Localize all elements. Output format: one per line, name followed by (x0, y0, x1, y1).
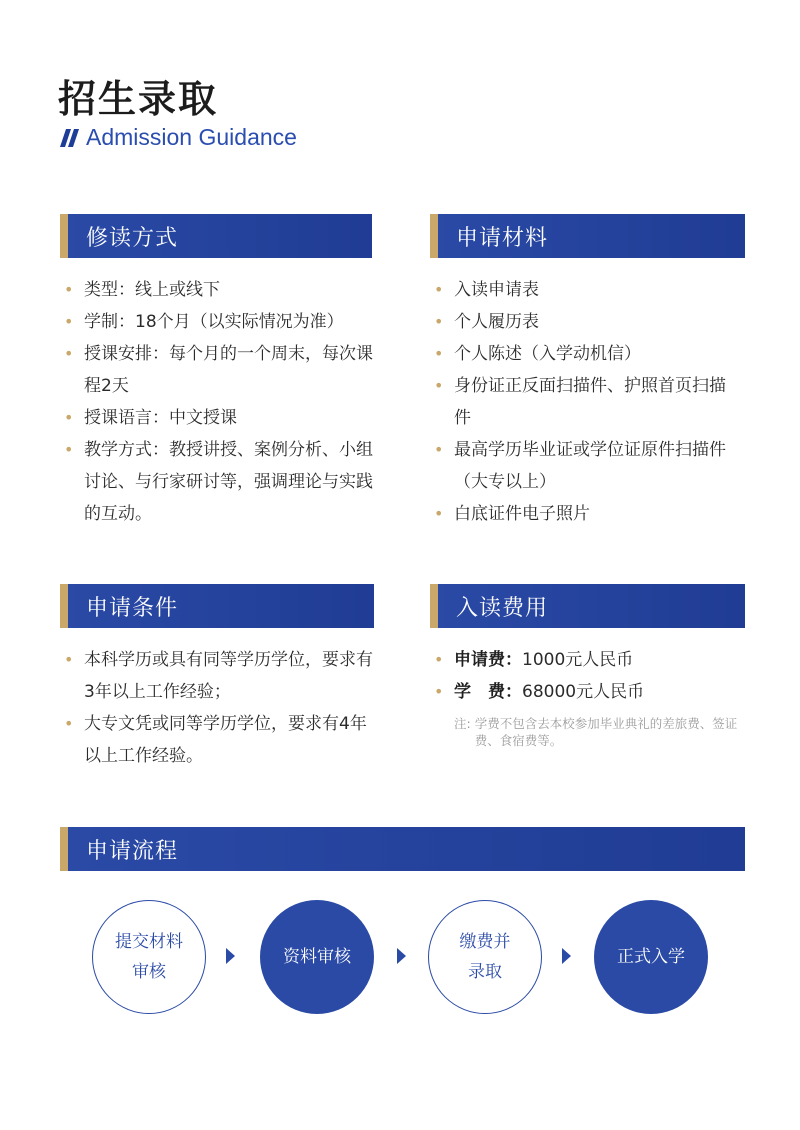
fee-label: • 申请费： (454, 650, 522, 670)
list-item: • 教学方式：教授讲授、案例分析、小组讨论、与行家研讨等，强调理论与实践的互动。 (62, 434, 374, 530)
fee-label: • 学 费： (454, 682, 522, 702)
list-item: • 本科学历或具有同等学历学位，要求有3年以上工作经验； (62, 644, 374, 708)
note-text: 学费不包含去本校参加毕业典礼的差旅费、签证费、食宿费等。 (474, 716, 738, 748)
subtitle-text: Admission Guidance (86, 124, 297, 150)
requirements-list (62, 644, 374, 772)
section-header-fees (430, 584, 745, 628)
gold-accent (60, 214, 68, 258)
section-title: 申请流程 (86, 838, 179, 864)
note-prefix: 注: (454, 716, 471, 731)
list-item: • 大专文凭或同等学历学位，要求有4年以上工作经验。 (62, 708, 374, 772)
process-step-4 (594, 900, 708, 1014)
process-step-2 (260, 900, 374, 1014)
list-item: • 白底证件电子照片 (432, 498, 742, 530)
gold-accent (430, 584, 438, 628)
list-item: • 最高学历毕业证或学位证原件扫描件（大专以上） (432, 434, 742, 498)
list-item: • 类型：线上或线下 (62, 274, 374, 306)
gold-accent (60, 584, 68, 628)
fee-value: 68000元人民币 (522, 682, 645, 702)
section-header-process (60, 827, 745, 871)
process-step-3 (428, 900, 542, 1014)
fee-note (454, 715, 754, 749)
process-flow (0, 900, 800, 1020)
materials-list (432, 274, 742, 530)
list-item: • 授课语言：中文授课 (62, 402, 374, 434)
gold-accent (430, 214, 438, 258)
section-header-requirements (60, 584, 374, 628)
arrow-right-icon (397, 948, 406, 964)
study-mode-list (62, 274, 374, 530)
section-title: 申请材料 (456, 225, 549, 251)
double-slash-icon (60, 129, 80, 147)
section-title: 入读费用 (456, 595, 549, 621)
list-item: • 个人陈述（入学动机信） (432, 338, 742, 370)
fee-row-application (432, 644, 744, 676)
section-title: 修读方式 (86, 225, 179, 251)
step-label: 正式入学 (617, 947, 685, 967)
step-label: 资料审核 (283, 947, 351, 967)
list-item: • 学制：18个月（以实际情况为准） (62, 306, 374, 338)
page-subtitle (60, 124, 297, 151)
arrow-right-icon (226, 948, 235, 964)
list-item: • 入读申请表 (432, 274, 742, 306)
fee-value: 1000元人民币 (522, 650, 634, 670)
section-title: 申请条件 (86, 595, 179, 621)
gold-accent (60, 827, 68, 871)
step-label: 缴费并录取 (459, 932, 511, 982)
section-header-materials (430, 214, 745, 258)
section-header-study-mode (60, 214, 372, 258)
fees-list (432, 644, 744, 708)
step-label: 提交材料审核 (115, 932, 183, 982)
page-title: 招生录取 (58, 77, 219, 121)
list-item: • 个人履历表 (432, 306, 742, 338)
list-item: • 身份证正反面扫描件、护照首页扫描件 (432, 370, 742, 434)
arrow-right-icon (562, 948, 571, 964)
process-step-1 (92, 900, 206, 1014)
list-item: • 授课安排：每个月的一个周末，每次课程2天 (62, 338, 374, 402)
fee-row-tuition (432, 676, 744, 708)
